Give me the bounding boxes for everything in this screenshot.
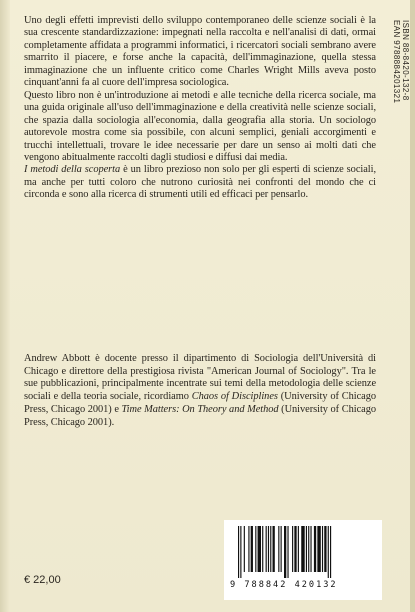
barcode-number: 9 788842 420132 xyxy=(230,580,338,590)
book-description xyxy=(24,15,376,202)
barcode-bar xyxy=(294,526,296,572)
description-paragraph-3-text: è un libro prezioso non solo per gli esperti di scienze sociali, ma anche per tutti coloro che nutrono curiosità nei confronti del mondo che ci circonda e sono alla ricerca di strumenti utili ed efficaci per pensarlo. xyxy=(24,164,377,201)
barcode-bar xyxy=(287,526,288,578)
description-paragraph-3 xyxy=(24,164,376,201)
barcode-bar xyxy=(328,526,329,578)
author-bio xyxy=(24,353,376,429)
author-bio-text-1: Andrew Abbott è docente presso il dipartimento di Sociologia dell'Università di Chicago e direttore della prestigiosa rivista "American Journal of Sociology". Tra le sue pubblicazioni, principalmente incentrate sui temi della metodologia delle scienze sociali e della teoria sociale, ricordiamo xyxy=(24,353,376,403)
isbn-code: ISBN 88-8420-132-8 xyxy=(401,20,410,101)
author-bio-paragraph xyxy=(24,353,376,429)
book-title-italic: I metodi della scoperta xyxy=(24,164,121,176)
barcode-bar xyxy=(258,526,261,572)
barcode-bar xyxy=(284,526,286,578)
author-book-1-title: Chaos of Disciplines xyxy=(191,391,278,403)
cover-left-edge xyxy=(0,0,10,612)
author-bio-text-3: (University of Chicago Press, Chicago 2001). xyxy=(24,403,376,428)
barcode-bar xyxy=(251,526,253,572)
price-label: € 22,00 xyxy=(24,574,61,586)
barcode-bar xyxy=(262,526,263,572)
barcode-bar xyxy=(310,526,311,572)
barcode-bar xyxy=(308,526,309,572)
ean-code: EAN 9788884201321 xyxy=(392,20,401,104)
barcode-bar xyxy=(248,526,249,572)
isbn-ean-vertical xyxy=(392,20,410,120)
barcode-bar xyxy=(273,526,275,572)
barcode-bar xyxy=(270,526,271,572)
description-paragraph-1: Uno degli effetti imprevisti dello sviluppo contemporaneo delle scienze sociali è la sua crescente standardizzazione: impegnati nella raccolta e nell'analisi di dati, ormai completamente affidata a programmi informatici, i ricercatori sociali sembrano avere smarrito il piacere, e forse anche la capacità, dell'immaginazione, quella stessa immaginazione che un influente critico come Charles Wright Mills aveva posto cinquant'anni fa al cuore dell'impresa sociologica. xyxy=(24,15,376,89)
barcode-bars xyxy=(234,526,372,578)
description-paragraph-2: Questo libro non è un'introduzione ai metodi e alle tecniche della ricerca sociale, ma una guida originale all'uso dell'immaginazione e della creatività nelle scienze sociali, che spazia dalla sociologia all'economia, dalla geografia alla storia. Un sociologo autorevole mostra come sia possibile, con alcuni semplici, geniali accorgimenti e trucchi intellettuali, trovare le idee necessarie per dare un senso ai molti dati che vengono abitualmente raccolti dagli studiosi e diffusi dai media. xyxy=(24,89,376,163)
barcode-bar xyxy=(324,526,326,572)
barcode-bar xyxy=(298,526,299,572)
barcode-bar xyxy=(266,526,267,572)
author-book-2-title: Time Matters: On Theory and Method xyxy=(121,403,279,415)
barcode-bar xyxy=(301,526,304,572)
barcode-bar xyxy=(244,526,245,572)
barcode-bar xyxy=(306,526,307,572)
barcode-bar xyxy=(322,526,323,572)
barcode-bar xyxy=(330,526,331,578)
barcode-bar xyxy=(314,526,316,572)
barcode-bar xyxy=(292,526,293,572)
author-bio-text-2: (University of Chicago Press, Chicago 2001) e xyxy=(24,391,376,415)
cover-right-edge xyxy=(410,0,415,612)
barcode-bar xyxy=(278,526,279,572)
barcode-bar xyxy=(268,526,269,572)
barcode-bar xyxy=(317,526,320,572)
barcode-bar xyxy=(281,526,282,572)
barcode xyxy=(224,520,382,600)
barcode-bar xyxy=(240,526,241,578)
barcode-bar xyxy=(238,526,239,578)
barcode-bar xyxy=(255,526,256,572)
